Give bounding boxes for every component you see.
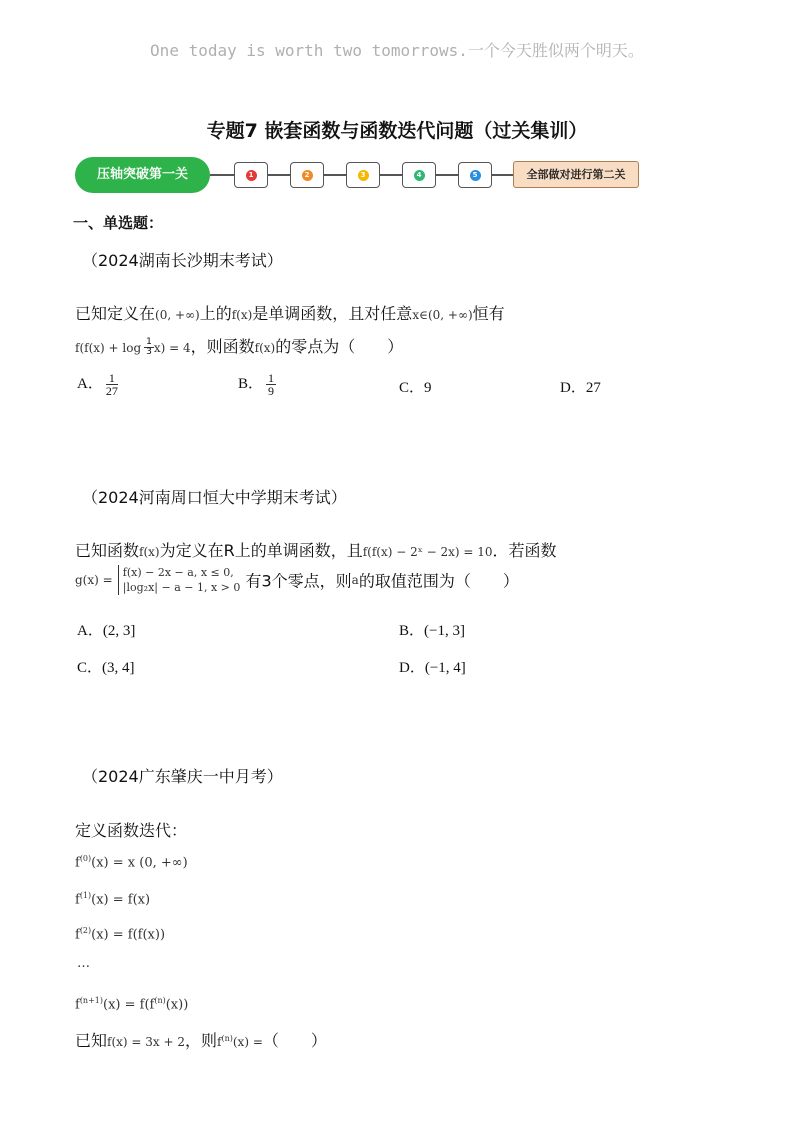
step-dot-4: 4: [414, 170, 425, 181]
piece-line: |log₂x| − a − 1, x > 0: [122, 581, 241, 594]
q1-math: f(x): [254, 341, 276, 355]
q2-stem-line2: [75, 565, 519, 595]
section-heading: 一、单选题：: [73, 214, 164, 232]
connector-line: [380, 174, 402, 176]
option-fraction: [266, 372, 276, 397]
iter-f: f: [217, 1035, 222, 1049]
iter-rest: (x)): [165, 997, 189, 1013]
q3-intro: 定义函数迭代：: [75, 821, 188, 840]
q2-text: 已知函数: [75, 541, 140, 560]
step-dot-5: 5: [470, 170, 481, 181]
q1-math: x∈(0, +∞): [412, 308, 473, 322]
q1-log-base: [144, 338, 154, 357]
option-label: B．: [238, 376, 264, 392]
q2-condition: f(f(x) − 2ˣ − 2x) = 10: [362, 545, 493, 559]
frac-numerator: 1: [146, 337, 152, 347]
frac-numerator: 1: [268, 371, 275, 386]
iter-rest: (x) =: [232, 1035, 263, 1049]
iter-sup: (n): [154, 996, 166, 1005]
iter-rest: (x) = f(x): [91, 892, 151, 908]
step-dot-2: 2: [302, 170, 313, 181]
frac-denominator: 27: [105, 384, 118, 399]
frac-numerator: 1: [106, 372, 118, 385]
q1-option-c[interactable]: C．9: [399, 380, 432, 396]
q3-iter-line-1: [75, 891, 150, 907]
q2-option-b[interactable]: B．(−1, 3]: [399, 623, 465, 639]
iter-sup: (n): [221, 1034, 233, 1043]
piece-line: f(x) − 2x − a, x ≤ 0,: [122, 566, 234, 579]
iter-sup: (n+1): [79, 996, 103, 1005]
q3-text: （ ）: [262, 1031, 327, 1050]
q1-text: ，则函数: [190, 337, 255, 356]
iter-rest: (x) = f(f: [103, 997, 155, 1013]
q1-stem-line1: [75, 301, 505, 324]
q3-iter-line-0: [75, 854, 188, 870]
q2-text: 的取值范围为（ ）: [358, 571, 519, 591]
q1-text: 的零点为（ ）: [275, 337, 404, 356]
q1-text: 已知定义在: [75, 304, 156, 323]
iter-rest: (x) = x (0, +∞): [91, 855, 188, 871]
q3-text: 已知: [75, 1031, 108, 1050]
q2-text: 有3个零点，则: [245, 571, 352, 591]
level-step-3: [346, 162, 380, 188]
q2-text: ．若函数: [492, 541, 557, 560]
connector-line: [436, 174, 458, 176]
q3-math: f(x) = 3x + 2: [107, 1035, 185, 1049]
connector-line: [210, 174, 234, 176]
frac-denominator: 9: [268, 384, 275, 399]
q1-text: 上的: [199, 304, 232, 323]
q2-math: f(x): [139, 545, 160, 559]
connector-line: [324, 174, 346, 176]
q2-text: 为定义在R上的单调函数，且: [159, 541, 363, 560]
q1-math: f(x): [231, 308, 253, 322]
q3-source: （2024广东肇庆一中月考）: [82, 767, 283, 786]
q3-stem: [75, 1028, 327, 1051]
q2-option-d[interactable]: D．(−1, 4]: [399, 660, 466, 676]
iter-f: f: [75, 855, 80, 871]
iter-f: f: [75, 892, 80, 908]
q2-option-a[interactable]: A．(2, 3]: [77, 623, 136, 639]
level-step-4: [402, 162, 436, 188]
iter-sup: (2): [79, 926, 92, 935]
motto: One today is worth two tomorrows.一个今天胜似两个明天。: [150, 41, 644, 60]
q2-source: （2024河南周口恒大中学期末考试）: [82, 488, 347, 507]
level-step-5: [458, 162, 492, 188]
q1-stem-line2: [75, 334, 403, 357]
q2-math: a: [351, 573, 359, 587]
iter-sup: (0): [79, 854, 92, 863]
q1-text: 是单调函数，且对任意: [252, 304, 413, 323]
level-step-1: [234, 162, 268, 188]
step-dot-1: 1: [246, 170, 257, 181]
level-step-2: [290, 162, 324, 188]
q2-option-c[interactable]: C．(3, 4]: [77, 660, 135, 676]
q2-stem-line1: [75, 538, 557, 561]
q1-math: (0, +∞): [155, 308, 200, 322]
page-title: 专题7 嵌套函数与函数迭代问题（过关集训）: [206, 120, 588, 142]
iter-f: f: [75, 927, 80, 943]
q3-text: ，则: [185, 1031, 218, 1050]
option-label: A．: [77, 376, 103, 392]
q3-ellipsis: …: [77, 956, 90, 971]
q3-math: [217, 1035, 263, 1049]
level-badge-current: 压轴突破第一关: [75, 157, 210, 193]
step-dot-3: 3: [358, 170, 369, 181]
frac-denominator: 3: [146, 347, 152, 357]
iter-rest: (x) = f(f(x)): [91, 927, 166, 943]
level-badge-next: 全部做对进行第二关: [513, 161, 639, 188]
option-fraction: [106, 372, 118, 397]
q3-iter-line-n: [75, 996, 188, 1012]
connector-line: [268, 174, 290, 176]
q1-text: 恒有: [472, 304, 505, 323]
q1-option-d[interactable]: D．27: [560, 380, 601, 396]
q2-piecewise: [118, 565, 241, 595]
iter-sup: (1): [79, 891, 92, 900]
iter-f: f: [75, 997, 80, 1013]
q1-option-a[interactable]: [77, 372, 118, 397]
q1-source: （2024湖南长沙期末考试）: [82, 251, 283, 270]
q1-condition-tail: x) = 4: [153, 341, 191, 355]
connector-line: [492, 174, 513, 176]
q3-iter-line-2: [75, 926, 165, 942]
q1-option-b[interactable]: [238, 372, 276, 397]
q2-g-label: g(x) =: [75, 573, 113, 587]
q1-condition: f(f(x) + log: [75, 341, 142, 355]
